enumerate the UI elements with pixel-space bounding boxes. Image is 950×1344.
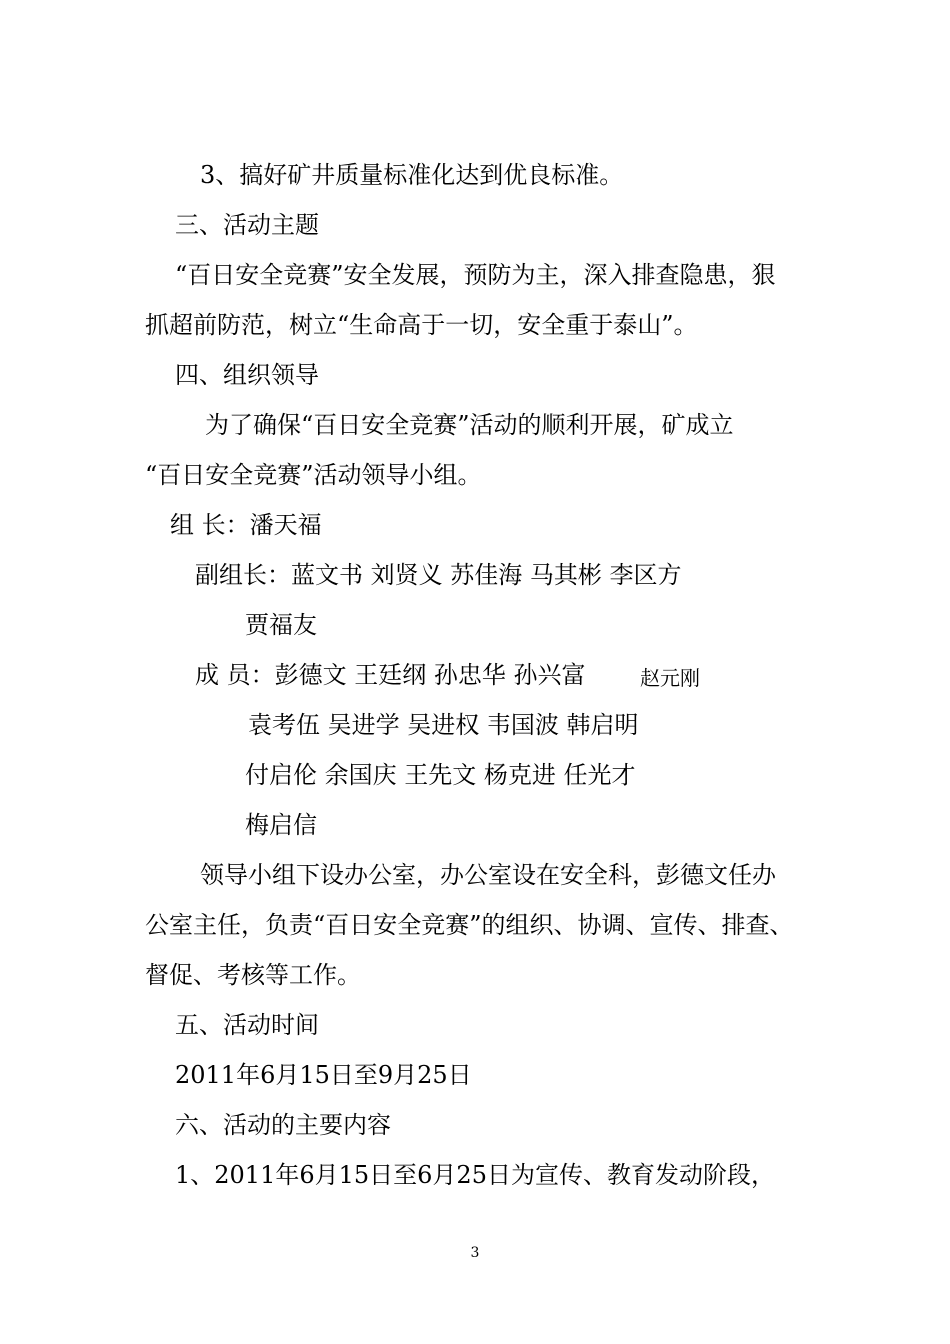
section-heading-leadership: 四、组织领导 — [175, 361, 319, 389]
members-continued-3: 梅启信 — [245, 811, 317, 839]
members-continued-1: 袁考伍 吴进学 吴进权 韦国波 韩启明 — [248, 711, 639, 739]
text-line-16: 领导小组下设办公室，办公室设在安全科，彭德文任办 — [200, 861, 776, 889]
text-line-22: 1、2011年6月15日至6月25日为宣传、教育发动阶段， — [175, 1161, 775, 1189]
section-heading-time: 五、活动时间 — [175, 1011, 319, 1039]
page-number: 3 — [470, 1245, 480, 1261]
text-line-17: 公室主任，负责“百日安全竞赛”的组织、协调、宣传、排查、 — [145, 911, 794, 939]
text-line-6: 为了确保“百日安全竞赛”活动的顺利开展，矿成立 — [205, 411, 734, 439]
text-line-18: 督促、考核等工作。 — [145, 961, 361, 989]
deputy-leaders-line: 副组长：蓝文书 刘贤义 苏佳海 马其彬 李区方 — [195, 561, 682, 589]
text-line-4: 抓超前防范，树立“生命高于一切，安全重于泰山”。 — [145, 311, 698, 339]
section-heading-theme: 三、活动主题 — [175, 211, 319, 239]
group-leader-line: 组 长：潘天福 — [170, 511, 322, 539]
activity-dates: 2011年6月15日至9月25日 — [175, 1061, 472, 1089]
members-continued-2: 付启伦 余国庆 王先文 杨克进 任光才 — [245, 761, 636, 789]
members-line-small-name: 赵元刚 — [640, 666, 700, 690]
deputy-leaders-continued: 贾福友 — [245, 611, 317, 639]
text-line-7: “百日安全竞赛”活动领导小组。 — [145, 461, 482, 489]
text-line-1: 3、搞好矿井质量标准化达到优良标准。 — [200, 161, 624, 189]
members-line: 成 员：彭德文 王廷纲 孙忠华 孙兴富 — [195, 661, 586, 689]
text-line-3: “百日安全竞赛”安全发展，预防为主，深入排查隐患，狠 — [175, 261, 776, 289]
section-heading-content: 六、活动的主要内容 — [175, 1111, 391, 1139]
